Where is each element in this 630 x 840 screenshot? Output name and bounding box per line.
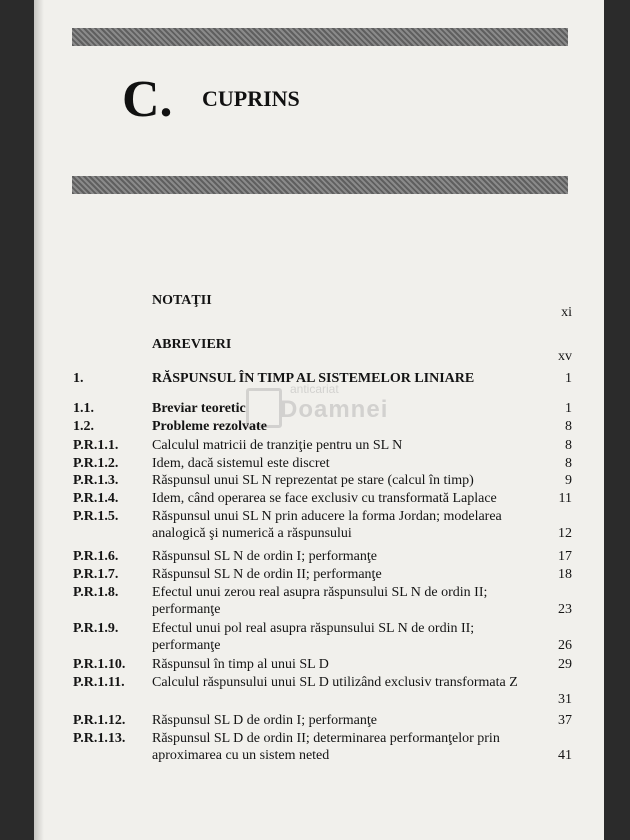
toc-entry-page: 31 [558,692,572,707]
toc-entry-page: 41 [558,748,572,763]
toc-entry-page: 8 [565,456,572,471]
toc-entry-title: Răspunsul SL D de ordin I; performanţe [152,713,377,728]
toc-entry-title: Calculul matricii de tranziţie pentru un SL N [152,438,403,453]
toc-entry-title: Calculul răspunsului unui SL D utilizând exclusiv transformata Z [152,675,518,690]
toc-entry [34,566,604,583]
section-decorative-bar [72,176,568,194]
toc-entry [34,292,604,320]
toc-entry-number: P.R.1.8. [73,585,119,600]
toc-entry-page: 1 [565,401,572,416]
toc-entry-page: 12 [558,526,572,541]
toc-entry-title: ABREVIERI [152,337,232,352]
toc-entry-number: P.R.1.11. [73,675,125,690]
toc-entry [34,400,604,417]
toc-entry-title: Răspunsul SL N de ordin I; performanţe [152,549,377,564]
toc-entry-page: 23 [558,602,572,617]
toc-entry-page: 11 [558,491,572,506]
toc-entry [34,508,604,542]
toc-entry-title: Răspunsul SL D de ordin II; determinarea performanţelor prin aproximarea cu un sistem neted [152,731,500,763]
toc-entry-number: P.R.1.2. [73,456,119,471]
toc-entry-title: Răspunsul unui SL N prin aducere la forma Jordan; modelarea analogică şi numerică a răspunsului [152,509,502,541]
toc-entry-number: P.R.1.7. [73,567,119,582]
toc-entry-title: Efectul unui pol real asupra răspunsului SL N de ordin II; performanţe [152,621,475,653]
toc-entry-page: xv [558,349,572,364]
toc-entry-page: 8 [565,438,572,453]
toc-entry [34,548,604,565]
toc-entry [34,584,604,618]
toc-entry-title: RĂSPUNSUL ÎN TIMP AL SISTEMELOR LINIARE [152,371,475,386]
toc-entry-number: P.R.1.3. [73,473,119,488]
top-decorative-bar [72,28,568,46]
watermark-big-text: Doamnei [280,396,389,423]
toc-entry-number: 1.2. [73,419,94,434]
toc-entry-page: 18 [558,567,572,582]
toc-entry-number: P.R.1.12. [73,713,126,728]
toc-entry [34,472,604,489]
toc-entry-number: 1.1. [73,401,94,416]
toc-entry-number: P.R.1.1. [73,438,119,453]
toc-entry [34,656,604,673]
toc-entry-title: Idem, dacă sistemul este discret [152,456,330,471]
toc-entry-page: 1 [565,371,572,386]
toc-entry-number: P.R.1.13. [73,731,126,746]
toc-entry-page: 8 [565,419,572,434]
toc-entry-number: 1. [73,371,84,386]
book-page [34,0,604,840]
toc-entry [34,437,604,454]
toc-entry-number: P.R.1.9. [73,621,119,636]
toc-entry [34,674,604,708]
toc-entry-page: 29 [558,657,572,672]
watermark-small-text: anticariat [290,382,339,396]
toc-entry-title: Răspunsul în timp al unui SL D [152,657,329,672]
toc-entry [34,712,604,729]
toc-entry [34,418,604,435]
chapter-title: CUPRINS [202,86,300,111]
toc-entry-title: NOTAŢII [152,293,212,308]
toc-entry [34,620,604,654]
toc-entry-number: P.R.1.5. [73,509,119,524]
toc-entry [34,370,604,387]
toc-entry-title: Răspunsul unui SL N reprezentat pe stare (calcul în timp) [152,473,474,488]
toc-entry-page: 26 [558,638,572,653]
toc-entry-number: P.R.1.4. [73,491,119,506]
toc-entry [34,730,604,764]
toc-entry-title: Probleme rezolvate [152,419,267,434]
toc-entry-page: 9 [565,473,572,488]
toc-entry [34,455,604,472]
toc-entry-number: P.R.1.10. [73,657,126,672]
toc-entry [34,336,604,364]
toc-entry-page: 37 [558,713,572,728]
toc-entry-title: Răspunsul SL N de ordin II; performanţe [152,567,382,582]
toc-entry-title: Efectul unui zerou real asupra răspunsului SL N de ordin II; performanţe [152,585,488,617]
toc-entry-page: 17 [558,549,572,564]
toc-entry-number: P.R.1.6. [73,549,119,564]
chapter-letter: C. [122,71,173,128]
toc-entry-title: Idem, când operarea se face exclusiv cu transformată Laplace [152,491,497,506]
toc-entry-title: Breviar teoretic [152,401,246,416]
toc-entry [34,490,604,507]
toc-entry-page: xi [561,305,572,320]
